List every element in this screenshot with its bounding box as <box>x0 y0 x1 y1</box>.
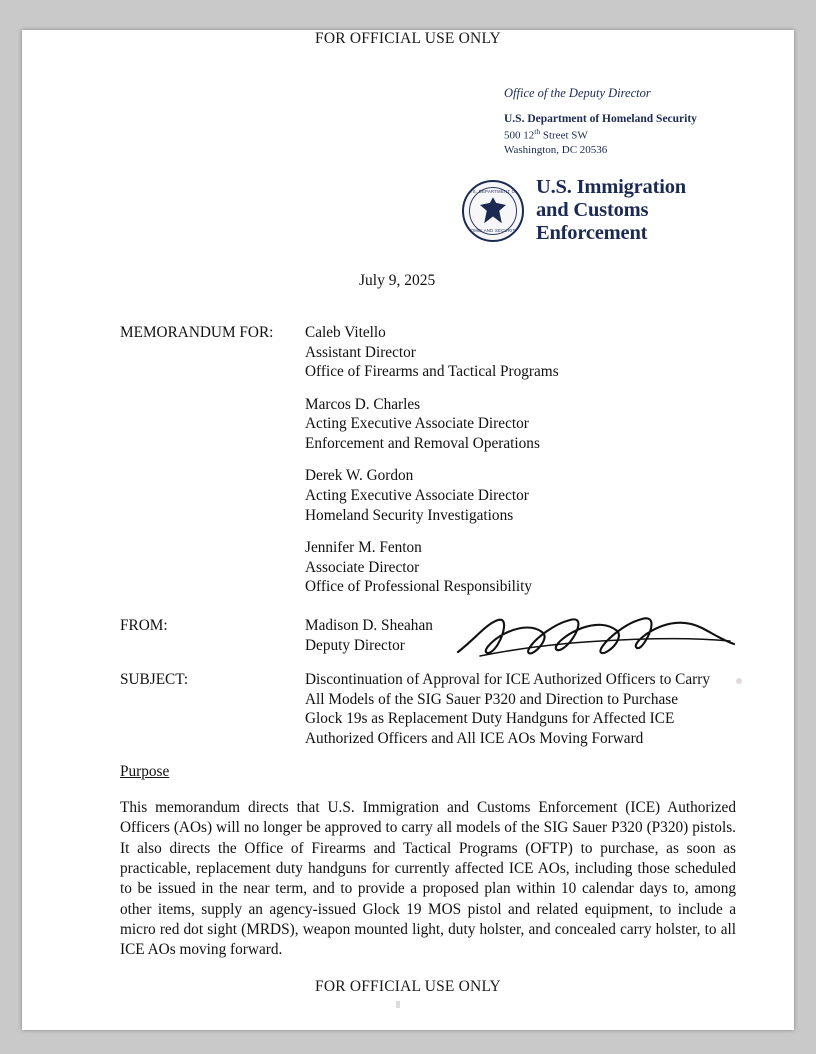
subject-label: SUBJECT: <box>120 671 189 688</box>
recipient-office: Office of Professional Responsibility <box>305 578 533 596</box>
ice-wordmark <box>536 176 686 245</box>
recipient-item <box>305 323 736 382</box>
memorandum-for-label: MEMORANDUM FOR: <box>120 324 274 341</box>
recipient-office: Enforcement and Removal Operations <box>305 434 540 452</box>
recipient-item <box>305 538 736 597</box>
from-name: Madison D. Sheahan <box>305 617 433 634</box>
dhs-seal-icon <box>462 180 524 242</box>
document-page <box>22 30 794 1030</box>
classification-header: FOR OFFICIAL USE ONLY <box>315 30 501 47</box>
letterhead-department: U.S. Department of Homeland Security <box>504 113 697 125</box>
page-artifact <box>396 1001 400 1008</box>
subject-section <box>120 670 736 748</box>
from-title: Deputy Director <box>305 636 405 654</box>
recipient-office: Office of Firearms and Tactical Programs <box>305 363 559 381</box>
subject-line: Discontinuation of Approval for ICE Authorized Officers to Carry <box>305 671 710 688</box>
subject-line: All Models of the SIG Sauer P320 and Direction to Purchase <box>305 690 679 708</box>
subject-line: Glock 19s as Replacement Duty Handguns for Affected ICE <box>305 710 675 728</box>
wordmark-line-3: Enforcement <box>536 222 648 245</box>
wordmark-line-1: U.S. Immigration <box>536 176 686 198</box>
address-street-pre: 500 12 <box>504 130 535 143</box>
recipient-office: Homeland Security Investigations <box>305 506 514 524</box>
recipient-title: Assistant Director <box>305 343 416 361</box>
memo-date: July 9, 2025 <box>359 272 436 289</box>
seal-text-top: U.S. DEPARTMENT OF <box>467 188 519 194</box>
from-value <box>305 616 736 655</box>
from-section <box>120 616 736 655</box>
recipient-title: Acting Executive Associate Director <box>305 487 529 505</box>
purpose-paragraph: This memorandum directs that U.S. Immigration and Customs Enforcement (ICE) Authorized Officers (AOs) will no longer be approved to carry all models of the SIG Sauer P320 (P320) pistols. It also directs the Office of Firearms and Tactical Programs (OFTP) to purchase, as soon as practicable, replacement duty handguns for currently affected ICE AOs, including those scheduled to be issued in the near term, and to provide a proposed plan within 10 calendar days to, among other items, supply an agency-issued Glock 19 MOS pistol and related equipment, to include a micro red dot sight (MRDS), weapon mounted light, duty holster, and concealed carry holster, to all ICE AOs moving forward. <box>120 799 736 959</box>
classification-footer: FOR OFFICIAL USE ONLY <box>315 978 501 995</box>
memorandum-for-section <box>120 323 736 597</box>
subject-line: Authorized Officers and All ICE AOs Moving Forward <box>305 729 644 747</box>
agency-brand <box>462 176 686 245</box>
recipient-title: Acting Executive Associate Director <box>305 415 529 433</box>
address-street-sup: th <box>534 127 541 137</box>
letterhead-office: Office of the Deputy Director <box>504 86 651 100</box>
purpose-heading: Purpose <box>120 763 170 780</box>
recipient-list <box>305 323 736 597</box>
letterhead-address <box>504 127 764 157</box>
letterhead <box>504 86 764 158</box>
address-city-line: Washington, DC 20536 <box>504 144 608 157</box>
seal-text-bottom: HOMELAND SECURITY <box>467 227 519 233</box>
recipient-item <box>305 466 736 525</box>
recipient-title: Associate Director <box>305 558 420 576</box>
page-artifact <box>736 678 742 684</box>
recipient-name: Jennifer M. Fenton <box>305 539 422 557</box>
subject-value <box>305 670 736 748</box>
wordmark-line-2: and Customs <box>536 199 649 222</box>
recipient-item <box>305 395 736 454</box>
recipient-name: Derek W. Gordon <box>305 467 414 485</box>
recipient-name: Caleb Vitello <box>305 324 386 341</box>
recipient-name: Marcos D. Charles <box>305 395 421 413</box>
address-street-post: Street SW <box>540 130 588 143</box>
from-label: FROM: <box>120 617 168 634</box>
